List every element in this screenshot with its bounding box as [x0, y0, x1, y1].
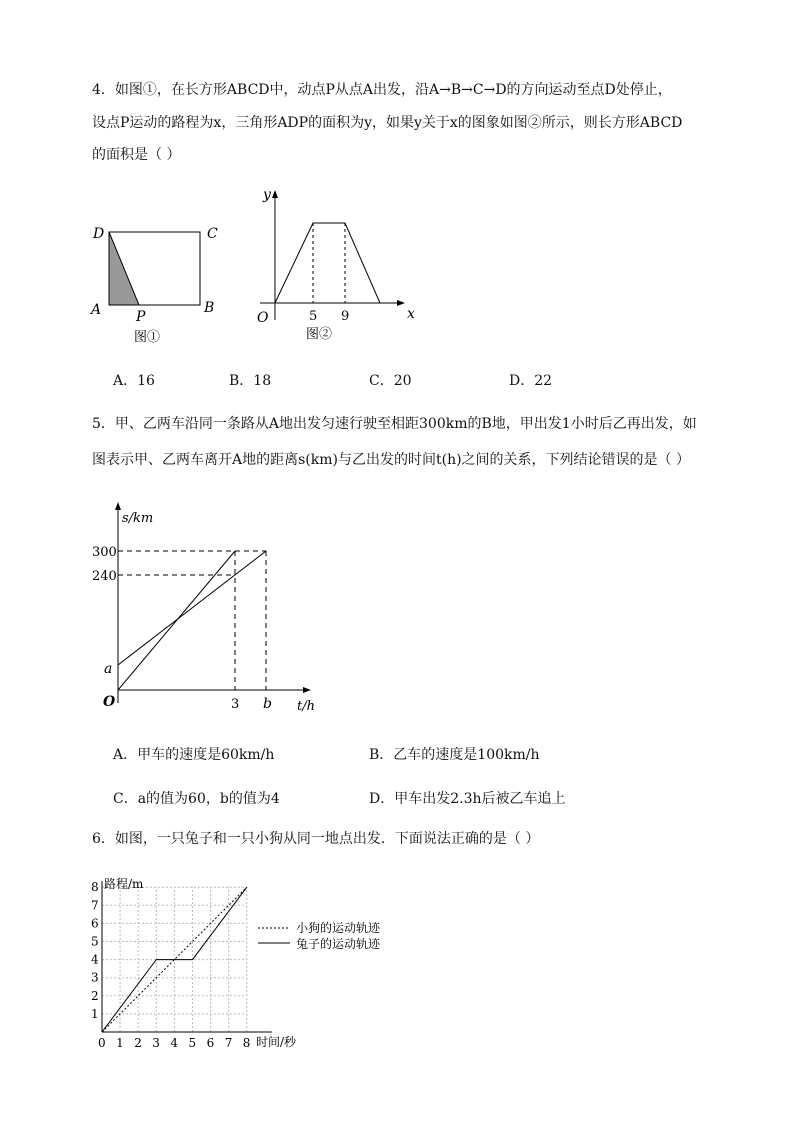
q6-grid [102, 881, 272, 1032]
q6-line1: 6．如图，一只兔子和一只小狗从同一地点出发．下面说法正确的是（ ） [92, 831, 540, 847]
q6-legend-rabbit: 兔子的运动轨迹 [296, 937, 381, 951]
fig2-y-label: y [263, 187, 271, 203]
q5-ytick-300: 300 [92, 545, 117, 560]
q4-option-d[interactable]: D．22 [509, 373, 553, 389]
fig2-caption: 图② [306, 327, 333, 342]
label-A: A [91, 302, 102, 318]
q4-line2: 设点P运动的路程为x，三角形ADP的面积为y，如果y关于x的图象如图②所示，则长方形ABCD [92, 115, 683, 131]
q6-ytick: 6 [91, 916, 99, 931]
q6-xtick: 4 [170, 1036, 179, 1050]
q5-option-c[interactable]: C．a的值为60，b的值为4 [113, 791, 280, 807]
q5-xtick-b: b [263, 696, 272, 712]
q6-xtick: 0 [98, 1036, 106, 1050]
q6-ytick: 3 [91, 970, 99, 985]
q6-xtick: 8 [242, 1036, 251, 1050]
q5-ylabel: s/km [122, 511, 154, 526]
fig2-tick-5: 5 [309, 309, 318, 324]
q5-line2: 图表示甲、乙两车离开A地的距离s(km)与乙出发的时间t(h)之间的关系，下列结论错误的是（ ） [92, 452, 690, 468]
q6-xtick: 6 [206, 1036, 215, 1050]
q4-line1: 4．如图①，在长方形ABCD中，动点P从点A出发，沿A→B→C→D的方向运动至点D处停止， [92, 82, 672, 98]
q6-xtick: 1 [116, 1036, 124, 1050]
q6-xtick: 3 [152, 1036, 160, 1050]
q5-option-d[interactable]: D．甲车出发2.3h后被乙车追上 [369, 791, 566, 807]
label-C: C [207, 226, 218, 242]
q6-xlabel: 时间/秒 [256, 1035, 297, 1049]
q6-ytick: 4 [91, 952, 99, 967]
label-D: D [93, 226, 105, 242]
q6-ylabel: 路程/m [104, 877, 144, 891]
q4-option-a[interactable]: A．16 [113, 373, 155, 389]
q5-xlabel: t/h [297, 699, 315, 714]
q5-ytick-240: 240 [92, 569, 117, 584]
q6-ytick: 8 [91, 880, 99, 895]
q4-option-b[interactable]: B．18 [229, 373, 272, 389]
label-B: B [204, 300, 215, 316]
q4-line3: 的面积是（ ） [92, 147, 181, 163]
fig2-origin: O [257, 310, 269, 326]
q6-xtick: 7 [224, 1036, 233, 1050]
q5-option-b[interactable]: B．乙车的速度是100km/h [369, 747, 540, 763]
q5-xtick-3: 3 [231, 697, 240, 712]
q5-option-a[interactable]: A．甲车的速度是60km/h [113, 747, 275, 763]
fig2-tick-9: 9 [341, 309, 350, 324]
q6-ytick: 5 [91, 934, 99, 949]
label-P: P [136, 309, 146, 325]
fig2-x-label: x [407, 306, 415, 322]
q5-origin: O [103, 694, 116, 710]
q4-option-c[interactable]: C．20 [369, 373, 412, 389]
q6-ytick: 2 [91, 988, 99, 1003]
q6-legend-dog: 小狗的运动轨迹 [296, 921, 381, 935]
fig1-caption: 图① [134, 330, 161, 345]
q6-xtick: 2 [134, 1036, 142, 1050]
q6-ytick: 7 [91, 898, 99, 913]
q5-ytick-a: a [104, 661, 113, 677]
q6-xtick: 5 [188, 1036, 197, 1050]
q5-line1: 5．甲、乙两车沿同一条路从A地出发匀速行驶至相距300km的B地，甲出发1小时后乙再出发，如 [92, 416, 697, 432]
q6-ytick: 1 [91, 1006, 99, 1021]
